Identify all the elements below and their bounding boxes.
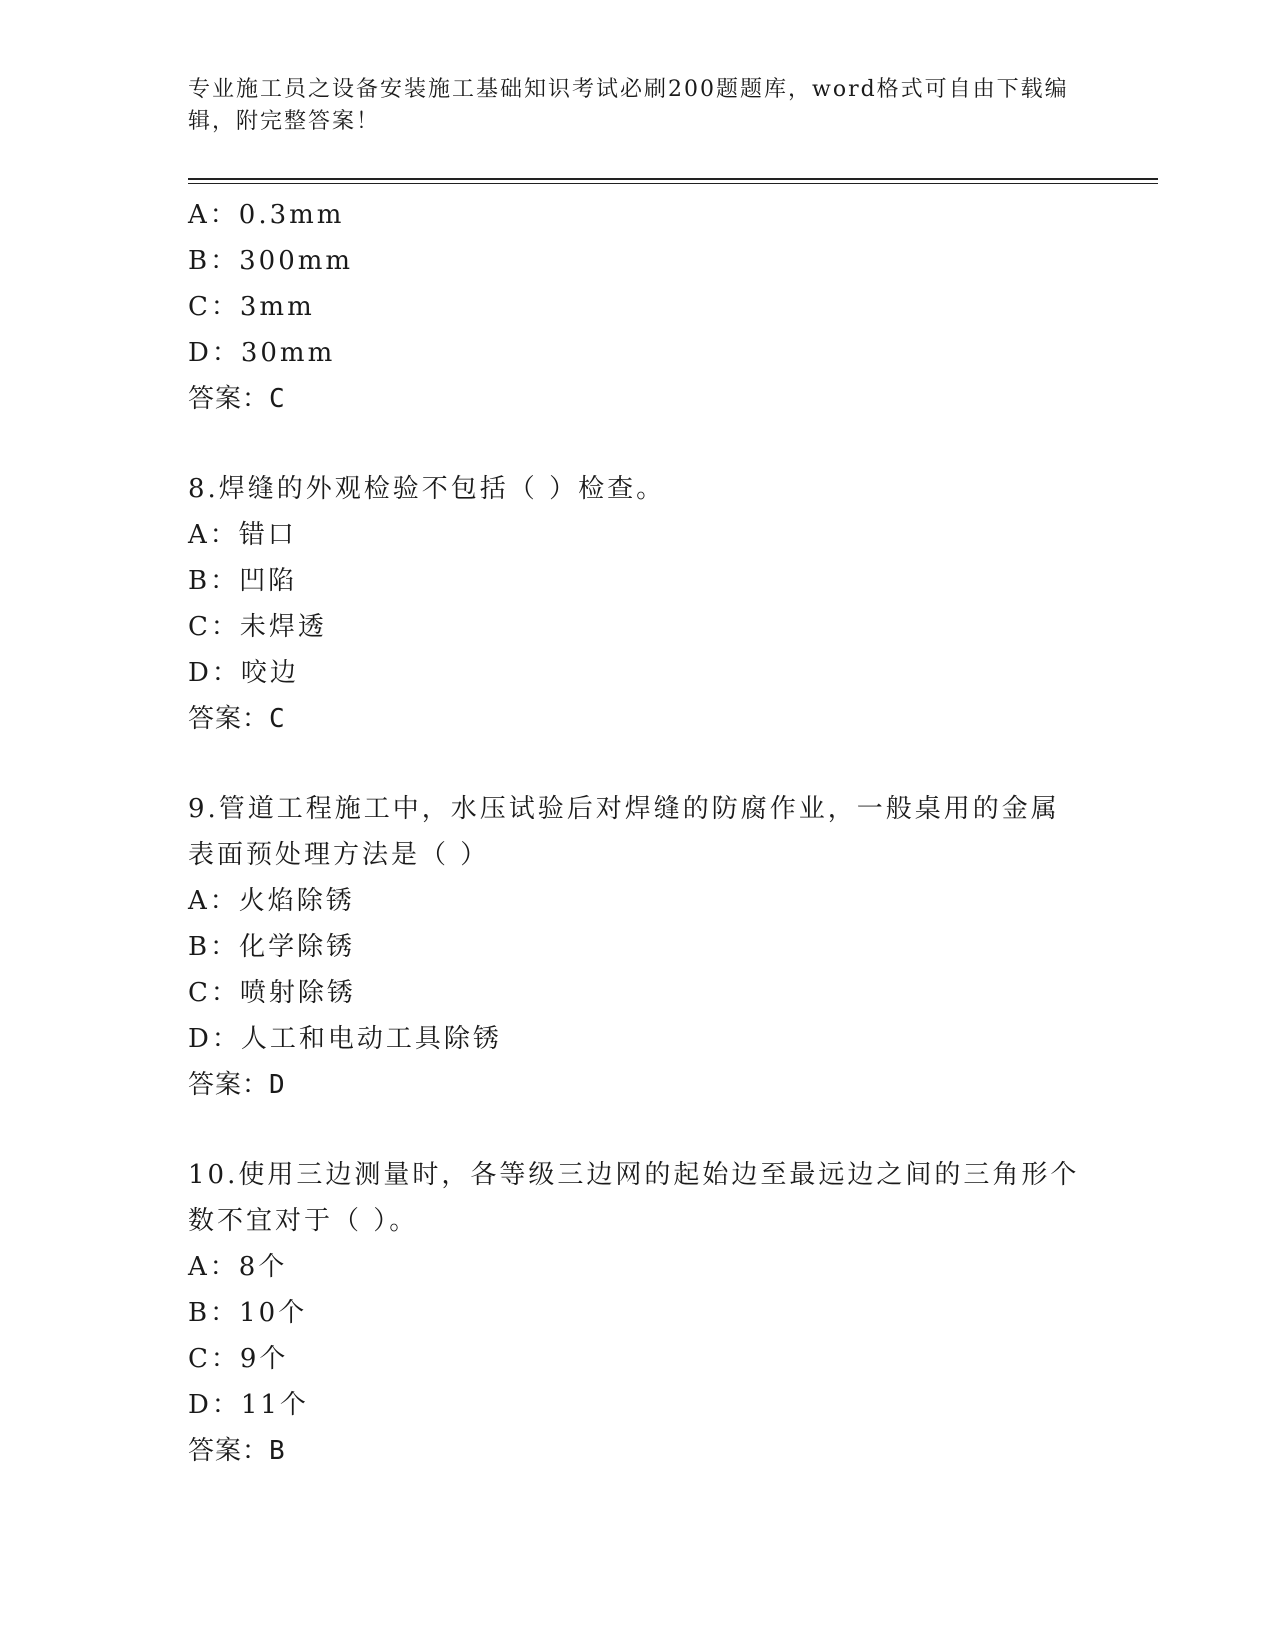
option-c: C：喷射除锈 [188, 978, 356, 1008]
option-a: A：错口 [188, 520, 297, 550]
question-text: 8.焊缝的外观检验不包括（ ）检查。 [188, 474, 666, 504]
question-text: 9.管道工程施工中，水压试验后对焊缝的防腐作业，一般桌用的金属表面预处理方法是（ ） [188, 794, 1060, 870]
question-list [188, 192, 1088, 1474]
answer: 答案：D [188, 1070, 286, 1100]
question-block-7 [188, 192, 1088, 422]
document-header: 专业施工员之设备安装施工基础知识考试必刷200题题库，word格式可自由下载编辑，附完整答案！ [188, 77, 1069, 134]
header-rule [188, 178, 1158, 180]
option-b: B：300mm [188, 246, 354, 276]
option-a: A：火焰除锈 [188, 886, 355, 916]
option-c: C：3mm [188, 292, 315, 322]
question-text: 10.使用三边测量时，各等级三边网的起始边至最远边之间的三角形个数不宜对于（ ）。 [188, 1160, 1080, 1236]
option-b: B：化学除锈 [188, 932, 356, 962]
question-block-10 [188, 1152, 1088, 1474]
answer: 答案：C [188, 704, 286, 734]
option-d: D：人工和电动工具除锈 [188, 1024, 502, 1054]
option-d: D：咬边 [188, 658, 299, 688]
option-c: C：9个 [188, 1344, 289, 1374]
answer: 答案：C [188, 384, 286, 414]
option-d: D：30mm [188, 338, 336, 368]
option-b: B：凹陷 [188, 566, 298, 596]
question-block-8 [188, 466, 1088, 742]
option-c: C：未焊透 [188, 612, 327, 642]
question-block-9 [188, 786, 1088, 1108]
header-rule-thin [188, 183, 1158, 184]
option-b: B：10个 [188, 1298, 308, 1328]
option-a: A：0.3mm [188, 200, 345, 230]
option-d: D：11个 [188, 1390, 309, 1420]
answer: 答案：B [188, 1436, 286, 1466]
option-a: A：8个 [188, 1252, 288, 1282]
